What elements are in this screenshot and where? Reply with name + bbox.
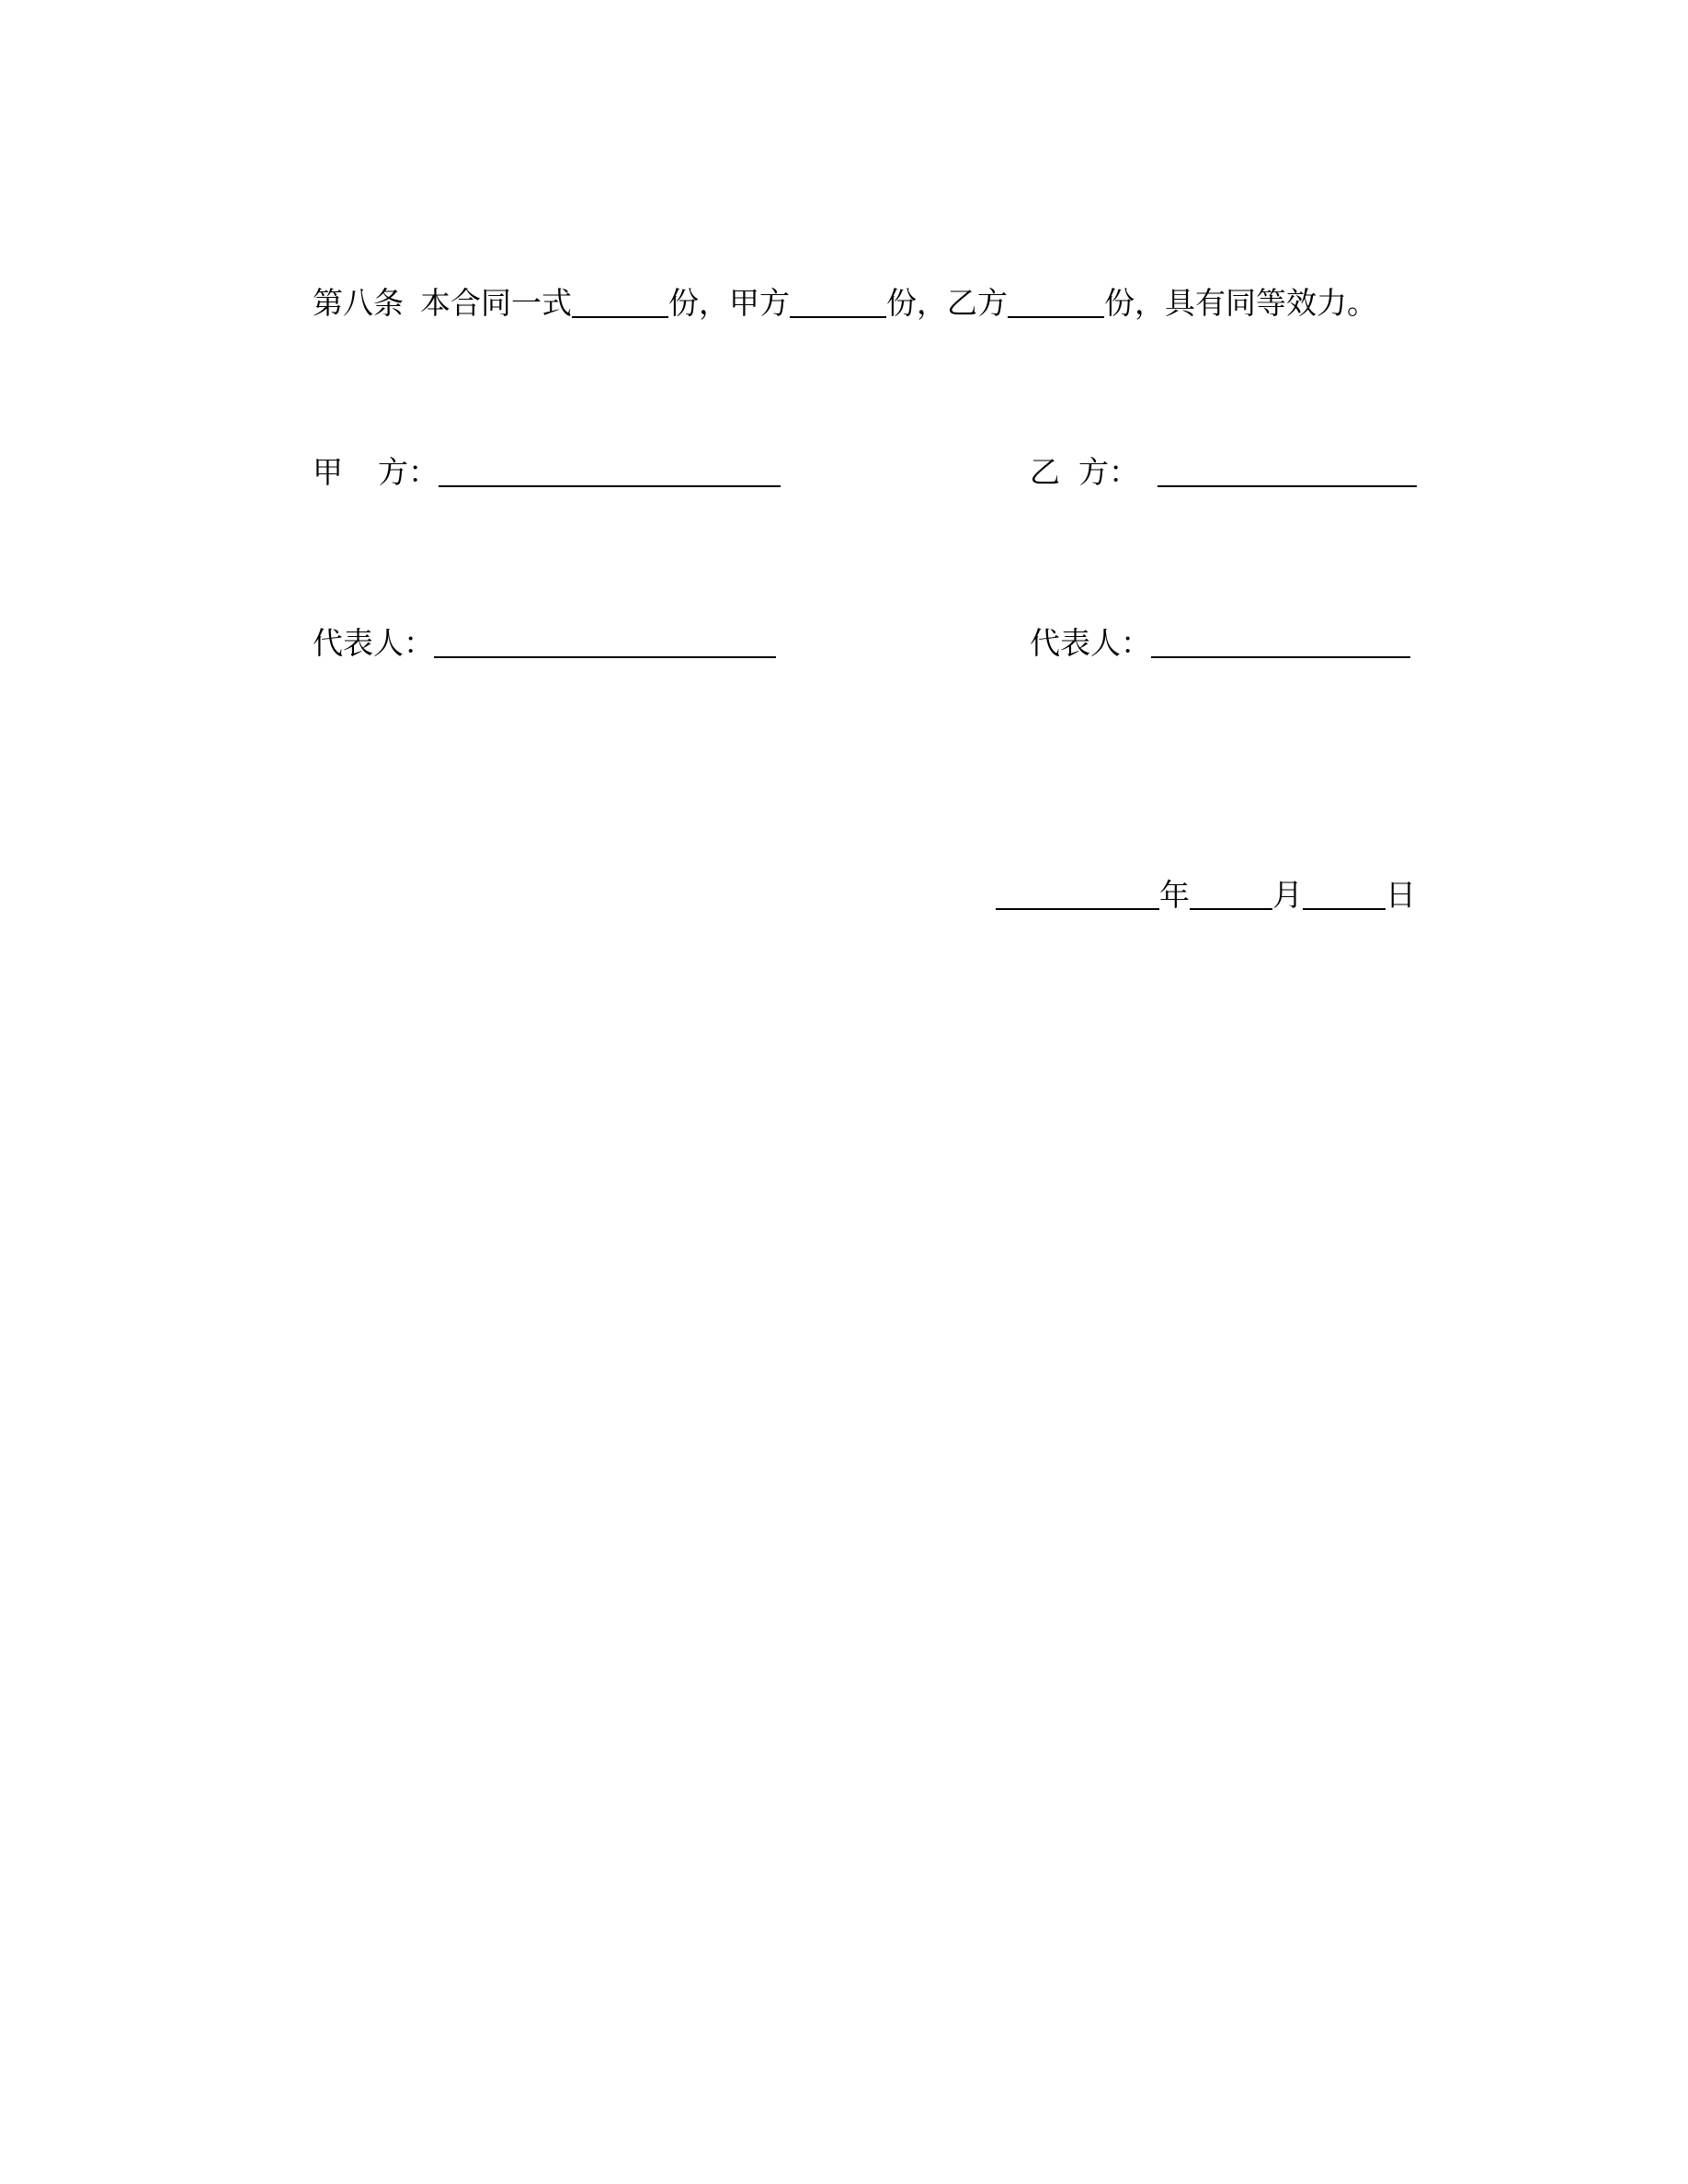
party-a-name-blank[interactable] [439, 458, 781, 487]
day-blank[interactable] [1303, 881, 1386, 910]
total-copies-blank[interactable] [572, 289, 668, 318]
party-a-signature-line [313, 454, 781, 491]
party-b-rep-label: 代表人： [1030, 625, 1151, 661]
article-text-3: 份，乙方 [886, 285, 1008, 321]
month-blank[interactable] [1190, 881, 1272, 910]
year-blank[interactable] [996, 881, 1159, 910]
party-b-representative-line [1030, 625, 1410, 662]
party-b-rep-blank[interactable] [1151, 629, 1410, 658]
party-a-label-char2: 方： [378, 454, 439, 490]
party-b-label-char2: 方： [1078, 454, 1139, 490]
party-b-label-char1: 乙 [1030, 454, 1060, 490]
party-b-signature-line [1030, 454, 1417, 491]
article-text-2: 份，甲方 [668, 285, 790, 321]
year-label: 年 [1159, 877, 1190, 913]
article-8-clause [313, 285, 1377, 322]
party-a-representative-line [313, 625, 776, 662]
article-text-1: 本合同一式 [420, 285, 572, 321]
party-a-label-char1: 甲 [313, 454, 343, 490]
party-b-copies-blank[interactable] [1008, 289, 1104, 318]
date-line [996, 877, 1416, 914]
day-label: 日 [1386, 877, 1416, 913]
party-a-rep-label: 代表人： [313, 625, 434, 661]
party-a-rep-blank[interactable] [434, 629, 776, 658]
party-b-name-blank[interactable] [1158, 458, 1417, 487]
article-number: 第八条 [313, 285, 404, 321]
article-text-4: 份，具有同等效力。 [1104, 285, 1377, 321]
party-a-copies-blank[interactable] [790, 289, 886, 318]
month-label: 月 [1272, 877, 1303, 913]
